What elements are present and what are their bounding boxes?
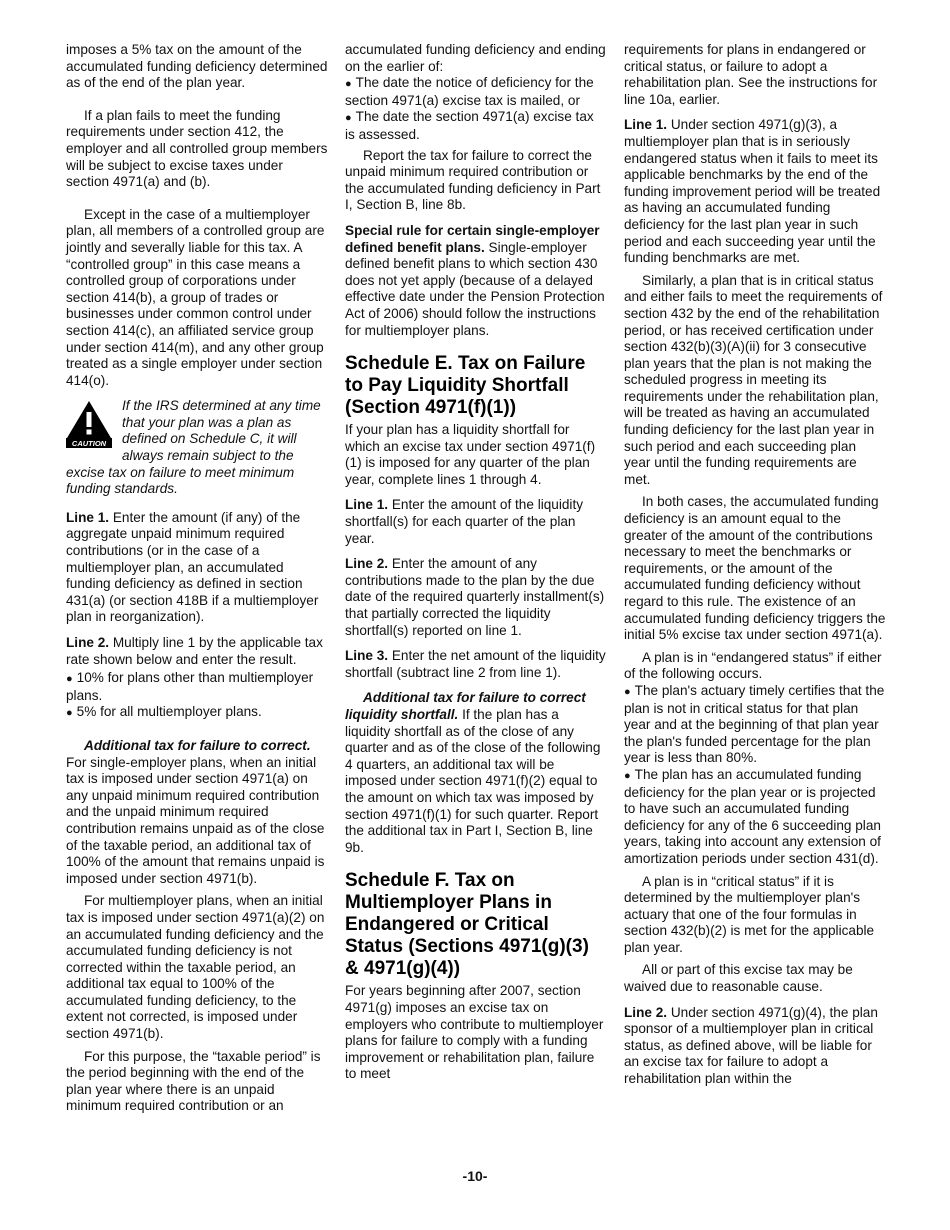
- list-item: ● 5% for all multiemployer plans.: [66, 704, 262, 720]
- paragraph: For years beginning after 2007, section 4971(g) imposes an excise tax on employers who contribute to multiemployer plans for failure to comply with a funding improvement or rehabilitation plan, failure to meet: [345, 983, 604, 1082]
- run-in-heading: Additional tax for failure to correct.: [84, 737, 311, 753]
- paragraph: If your plan has a liquidity shortfall for which an excise tax under section 4971(f)(1) is imposed for any quarter of the plan year, complete lines 1 through 4.: [345, 422, 596, 487]
- schedule-e-heading: Schedule E. Tax on Failure to Pay Liquidity Shortfall (Section 4971(f)(1)): [345, 353, 586, 419]
- paragraph: A plan is in “critical status” if it is determined by the multiemployer plan's actuary that one of the four formulas in section 432(b)(2) is met for the applicable plan year.: [624, 873, 875, 955]
- paragraph: Similarly, a plan that is in critical status and either fails to meet the requirements of section 432 by the end of the rehabilitation period, or has received certification under section 432(b)(3)(A)(ii) for 3 consecutive plan years that the plan is not making the scheduled progress in meeting its requirements under the rehabilitation plan, will be treated as having an accumulated funding deficiency for the last plan year in such period and each succeeding plan year until the funding requirements are met.: [624, 272, 883, 487]
- column-1: [66, 42, 328, 1124]
- bullet-icon: ●: [66, 673, 73, 686]
- line-text: Enter the amount (if any) of the aggregate unpaid minimum required contributions (or in the case of a multiemployer plan, an accumulated funding deficiency as defined in section 431(a) (or section 418B if a multiemployer plan in reorganization).: [66, 509, 319, 625]
- line-2-instructions: Line 2. Enter the amount of any contributions made to the plan by the due date of the required quarterly installment(s) that partially corrected the liquidity shortfall(s) reported on line 1.: [345, 556, 605, 638]
- caution-icon: [66, 400, 112, 448]
- line-text: Multiply line 1 by the applicable tax rate shown below and enter the result.: [66, 635, 323, 667]
- column-3: [624, 42, 886, 1097]
- line-label: Line 2.: [345, 556, 389, 572]
- line-1-instructions: Line 1. Enter the amount of the liquidity shortfall(s) for each quarter of the plan year.: [345, 497, 584, 546]
- list-item: ● The plan's actuary timely certifies that the plan is not in critical status for that plan year and at the beginning of that plan year the plan's funded percentage for the plan year is less than 80%.: [624, 682, 885, 766]
- run-in-heading: Special rule for certain single-employer defined benefit plans.: [345, 222, 600, 255]
- list-item: ● The plan has an accumulated funding deficiency for the plan year or is projected to have such an accumulated funding deficiency for any of the 6 succeeding plan years, taking into account any extension of amortization periods under section 431(d).: [624, 766, 881, 866]
- paragraph: For this purpose, the “taxable period” is the period beginning with the end of the plan year where there is an unpaid minimum required contribution or an: [66, 1048, 321, 1114]
- line-3-instructions: Line 3. Enter the net amount of the liquidity shortfall (subtract line 2 from line 1).: [345, 648, 606, 680]
- bullet-icon: ●: [624, 685, 631, 698]
- line-2-instructions: Line 2. Under section 4971(g)(4), the plan sponsor of a multiemployer plan in critical status, as defined above, will be liable for an excise tax for failure to adopt a rehabilitation plan within the: [624, 1004, 878, 1087]
- paragraph: For multiemployer plans, when an initial tax is imposed under section 4971(a)(2) on an accumulated funding deficiency and the accumulated funding deficiency is not corrected within the taxable period, an additional tax equal to 100% of the accumulated funding deficiency, to the extent not corrected, is imposed under section 4971(b).: [66, 893, 325, 1042]
- paragraph: Except in the case of a multiemployer plan, all members of a controlled group are jointly and severally liable for this tax. A “controlled group” in this case means a controlled group of corporations under section 414(b), a group of trades or businesses under common control under section 414(c), an affiliated service group under section 414(m), and any other group treated as a single employer under section 414(o).: [66, 206, 325, 388]
- paragraph: All or part of this excise tax may be waived due to reasonable cause.: [624, 962, 853, 995]
- caution-text: If the IRS determined at any time that your plan was a plan as defined on Schedule C, it will always remain subject to the excise tax on failure to meet minimum funding standards.: [66, 398, 321, 497]
- list-item: ● 10% for plans other than multiemployer plans.: [66, 670, 314, 703]
- page-number: -10-: [462, 1168, 488, 1184]
- run-in-heading: Additional tax for failure to correct liquidity shortfall.: [345, 690, 586, 722]
- additional-tax-paragraph: Additional tax for failure to correct liquidity shortfall. If the plan has a liquidity shortfall as of the close of any quarter and as of the close of the following 4 quarters, an additional tax will be imposed under section 4971(f)(2) equal to the amount on which tax was imposed by section 4971(f)(1) for such quarter. Report the additional tax in Part I, Section B, line 9b.: [345, 690, 601, 855]
- paragraph: A plan is in “endangered status” if either of the following occurs.: [624, 649, 882, 682]
- column-2: [345, 42, 607, 1092]
- paragraph: In both cases, the accumulated funding deficiency is an amount equal to the greater of the amount of the contributions necessary to meet the benchmarks or requirements, or the amount of the accumulated funding deficiency without regard to this rule. The existence of an accumulated funding deficiency triggers the initial 5% excise tax under section 4971(a).: [624, 494, 886, 643]
- paragraph: If a plan fails to meet the funding requirements under section 412, the employer and all controlled group members will be subject to excise taxes under section 4971(a) and (b).: [66, 107, 328, 190]
- line-label: Line 1.: [345, 497, 389, 513]
- list-item: ● The date the notice of deficiency for the section 4971(a) excise tax is mailed, or: [345, 75, 594, 108]
- paragraph: requirements for plans in endangered or critical status, or failure to adopt a rehabilitation plan. See the instructions for line 10a, earlier.: [624, 42, 878, 107]
- bullet-icon: ●: [66, 707, 73, 720]
- bullet-icon: ●: [345, 78, 352, 91]
- paragraph: Report the tax for failure to correct the unpaid minimum required contribution or the accumulated funding deficiency in Part I, Section B, line 8b.: [345, 147, 601, 213]
- line-label: Line 2.: [66, 635, 110, 650]
- additional-tax-paragraph: Additional tax for failure to correct. For single-employer plans, when an initial tax is imposed under section 4971(a) on any unpaid minimum required contribution and the unpaid minimum required contribution remains unpaid as of the close of the taxable period, an additional tax of 100% of the amount that remains unpaid is imposed under section 4971(b).: [66, 737, 325, 886]
- caution-note: [66, 398, 328, 498]
- list-item: ● The date the section 4971(a) excise tax is assessed.: [345, 109, 594, 142]
- special-rule-paragraph: Special rule for certain single-employer defined benefit plans. Single-employer defined benefit plans to which section 430 does not yet apply (because of a delayed effective date under the Pension Protection Act of 2006) should follow the instructions for multiemployer plans.: [345, 222, 605, 338]
- line-1-instructions: Line 1. Under section 4971(g)(3), a multiemployer plan that is in seriously endangered status when it fails to meet its applicable benchmarks by the end of the funding improvement period will be treated as having an accumulated funding deficiency for the last plan year in such period and each succeeding year until the funding benchmarks are met.: [624, 117, 881, 266]
- bullet-icon: ●: [624, 769, 631, 782]
- schedule-f-heading: Schedule F. Tax on Multiemployer Plans in Endangered or Critical Status (Sections 4971(g)(3) & 4971(g)(4)): [345, 870, 589, 980]
- line-label: Line 3.: [345, 648, 389, 664]
- bullet-icon: ●: [345, 112, 352, 125]
- line-label: Line 2.: [624, 1004, 668, 1020]
- paragraph: accumulated funding deficiency and ending on the earlier of:: [345, 42, 606, 74]
- line-1-instructions: [66, 510, 328, 626]
- line-2-instructions: [66, 635, 328, 668]
- caution-label: CAUTION: [71, 439, 107, 449]
- line-label: Line 1.: [66, 509, 110, 525]
- line-label: Line 1.: [624, 117, 668, 133]
- paragraph: imposes a 5% tax on the amount of the accumulated funding deficiency determined as of the end of the plan year.: [66, 42, 328, 91]
